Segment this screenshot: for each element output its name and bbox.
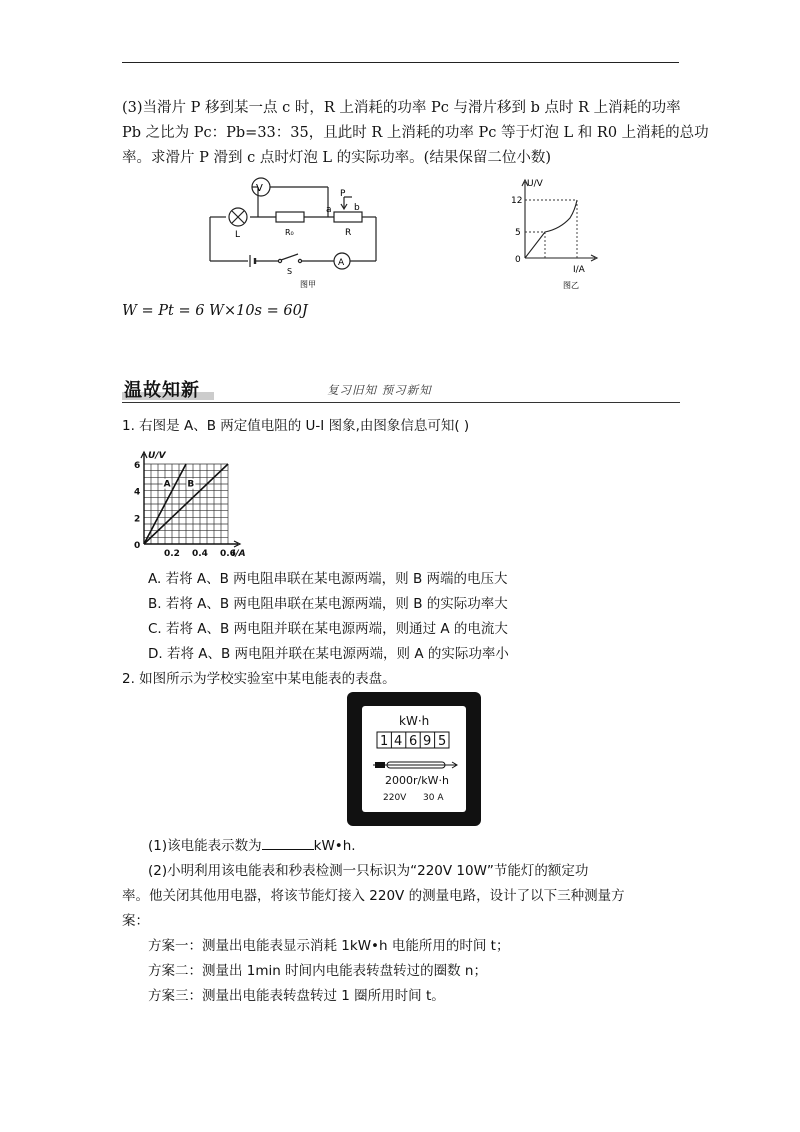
series-label-b: B (187, 479, 195, 490)
q2-sub2-line-1: (2)小明利用该电能表和秒表检测一只标识为“220V 10W”节能灯的额定功 (148, 863, 589, 879)
q1-option-c: C. 若将 A、B 两电阻并联在某电源两端，则通过 A 的电流大 (148, 621, 508, 637)
section-heading (122, 376, 680, 406)
lamp-ui-graph (505, 174, 605, 292)
q2-sub2-line-2: 率。他关闭其他用电器，将该节能灯接入 220V 的测量电路，设计了以下三种测量方 (122, 888, 625, 904)
energy-meter (347, 692, 481, 826)
circuit-caption: 图甲 (300, 280, 316, 289)
graph-tick-5: 5 (515, 228, 521, 238)
q2-sub2-line-3: 案： (122, 913, 149, 929)
meter-digit: 4 (394, 734, 403, 749)
meter-voltage: 220V (383, 793, 407, 803)
answer-line: W = Pt = 6 W×10s = 60J (122, 303, 308, 319)
graph-caption: 图乙 (563, 281, 579, 290)
meter-digit: 9 (423, 734, 432, 749)
node-b-label: b (354, 203, 360, 213)
y-tick-label: 2 (134, 514, 141, 525)
meter-digit: 5 (438, 734, 447, 749)
node-a-label: a (326, 205, 332, 215)
y-axis-label: U/V (148, 451, 166, 461)
graph-tick-12: 12 (511, 196, 523, 206)
meter-current: 30 A (423, 793, 444, 803)
x-axis-label: I/A (232, 549, 246, 559)
q2-sub1 (148, 834, 356, 858)
meter-rating: 2000r/kW·h (385, 774, 449, 787)
q2-stem: 2. 如图所示为学校实验室中某电能表的表盘。 (122, 671, 396, 687)
switch-label: S (287, 267, 293, 276)
q2-sub1-post: kW•h. (313, 838, 356, 854)
r-label: R (345, 228, 352, 238)
q1-option-a: A. 若将 A、B 两电阻串联在某电源两端，则 B 两端的电压大 (148, 571, 508, 587)
y-tick-label: 4 (134, 487, 141, 498)
q3-line-1: (3)当滑片 P 移到某一点 c 时，R 上消耗的功率 Pc 与滑片移到 b 点时 R 上消耗的功率 (122, 100, 681, 116)
y-tick-label: 6 (134, 461, 141, 471)
r0-label: R₀ (285, 228, 294, 237)
graph-ylabel: U/V (527, 179, 543, 189)
q3-line-2: Pb 之比为 Pc：Pb=33：35，且此时 R 上消耗的功率 Pc 等于灯泡 L 和 R0 上消耗的总功 (122, 125, 709, 141)
q1-option-d: D. 若将 A、B 两电阻并联在某电源两端，则 A 的实际功率小 (148, 646, 509, 662)
q1-stem: 1. 右图是 A、B 两定值电阻的 U-I 图象,由图象信息可知( ) (122, 418, 470, 434)
slider-p-label: P (340, 189, 346, 199)
x-tick-label: 0.4 (192, 549, 208, 559)
ammeter-label: A (338, 258, 345, 268)
circuit-diagram (200, 175, 390, 290)
section-subtitle: 复习旧知 预习新知 (327, 383, 432, 397)
meter-digit: 6 (409, 734, 418, 749)
graph-xlabel: I/A (573, 265, 585, 275)
q2-plan-1: 方案一：测量出电能表显示消耗 1kW•h 电能所用的时间 t； (148, 938, 510, 954)
y-tick-label: 0 (134, 541, 141, 551)
meter-unit: kW·h (399, 714, 430, 728)
lamp-label: L (235, 230, 241, 240)
q3-line-3: 率。求滑片 P 滑到 c 点时灯泡 L 的实际功率。(结果保留二位小数) (122, 150, 551, 166)
meter-digit: 1 (380, 734, 389, 749)
section-rule (122, 402, 680, 403)
q2-answer-blank[interactable] (262, 835, 314, 850)
ui-chart (130, 448, 260, 562)
section-title: 温故知新 (124, 380, 200, 401)
q1-option-b: B. 若将 A、B 两电阻串联在某电源两端，则 B 的实际功率大 (148, 596, 508, 612)
voltmeter-label: V (256, 183, 263, 194)
graph-origin: 0 (515, 255, 521, 265)
q2-plan-3: 方案三：测量出电能表转盘转过 1 圈所用时间 t。 (148, 988, 445, 1004)
series-label-a: A (163, 479, 171, 490)
x-tick-label: 0.2 (164, 549, 180, 559)
q2-sub1-pre: (1)该电能表示数为 (148, 838, 262, 854)
header-rule (122, 62, 679, 63)
q2-plan-2: 方案二：测量出 1min 时间内电能表转盘转过的圈数 n； (148, 963, 487, 979)
x-tick-label: 0.6 (220, 549, 236, 559)
